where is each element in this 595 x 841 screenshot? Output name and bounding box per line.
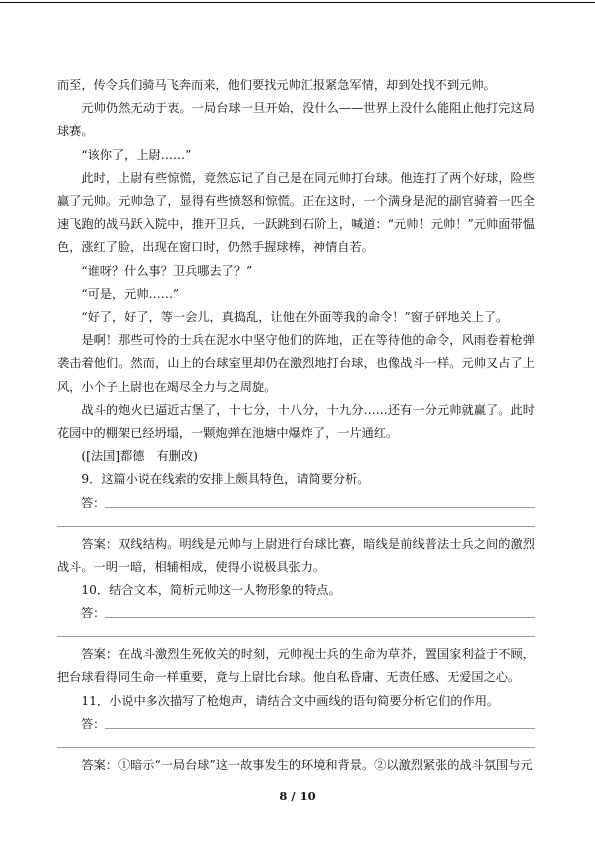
answer-label: 答： — [81, 606, 106, 621]
answer-line — [105, 507, 535, 508]
answer-line — [57, 526, 535, 527]
answer-area-10[interactable] — [57, 602, 535, 633]
story-paragraph: 是啊！那些可怜的士兵在泥水中坚守他们的阵地，正在等待他的命令，风雨卷着枪弹袭击着他们。然而，山上的台球室里却仍在激烈地打台球，也像战斗一样。元帅又占了上风，小个子上尉也在竭尽全力与之周旋。 — [57, 333, 535, 394]
document-body — [57, 74, 535, 777]
answer-area-11[interactable] — [57, 713, 535, 744]
answer-line — [57, 747, 535, 748]
story-paragraph: 元帅仍然无动于衷。一局台球一旦开始，没什么——世界上没什么能阻止他打完这局球赛。 — [57, 101, 535, 139]
story-paragraph: 而至，传令兵们骑马飞奔而来，他们要找元帅汇报紧急军情，却到处找不到元帅。 — [57, 78, 496, 92]
question-9: 9．这篇小说在线索的安排上颇具特色，请简要分析。 — [81, 472, 370, 487]
story-paragraph: 此时，上尉有些惊慌，竟然忘记了自己是在同元帅打台球。他连打了两个好球，险些赢了元帅。元帅急了，显得有些愤怒和惊慌。正在这时，一个满身是泥的副官骑着一匹全速飞跑的战马跃入院中，推开卫兵，一跃跳到石阶上，喊道：“元帅！元帅！”元帅面带愠色，涨红了脸，出现在窗口时，仍然手握球棒，神情自若。 — [57, 170, 535, 255]
story-paragraph: “好了，好了，等一会儿，真捣乱，让他在外面等我的命令！”窗子砰地关上了。 — [81, 310, 509, 325]
answer-11: 答案：①暗示“一局台球”这一故事发生的环境和背景。②以激烈紧张的战斗氛围与元 — [81, 757, 533, 772]
answer-label: 答： — [81, 495, 106, 510]
story-paragraph: 战斗的炮火已逼近古堡了，十七分，十八分，十九分……还有一分元帅就赢了。此时花园中的棚架已经坍塌，一颗炮弹在池塘中爆炸了，一片通红。 — [57, 402, 535, 441]
answer-label: 答： — [81, 716, 106, 731]
answer-area-9[interactable] — [57, 492, 535, 523]
source-note: ([法国]都德 有删改) — [81, 449, 198, 464]
answer-line — [105, 728, 535, 729]
story-paragraph: “该你了，上尉……” — [81, 147, 192, 162]
answer-line — [105, 617, 535, 618]
story-paragraph: “可是，元帅……” — [81, 286, 180, 301]
question-11: 11．小说中多次描写了枪炮声，请结合文中画线的语句简要分析它们的作用。 — [81, 693, 500, 708]
story-paragraph: “谁呀？什么事？卫兵哪去了？” — [81, 263, 253, 278]
page-number: 8 / 10 — [279, 789, 316, 803]
top-rule — [0, 2, 595, 3]
question-10: 10．结合文本，简析元帅这一人物形象的特点。 — [81, 583, 341, 598]
answer-9: 答案：双线结构。明线是元帅与上尉进行台球比赛，暗线是前线普法士兵之间的激烈战斗。一明一暗，相辅相成，使得小说极具张力。 — [57, 536, 535, 574]
answer-10: 答案：在战斗激烈生死攸关的时刻，元帅视士兵的生命为草芥，置国家利益于不顾，把台球看得同生命一样重要，竟与上尉比台球。他自私昏庸、无责任感、无爱国之心。 — [57, 647, 535, 685]
answer-line — [57, 636, 535, 637]
